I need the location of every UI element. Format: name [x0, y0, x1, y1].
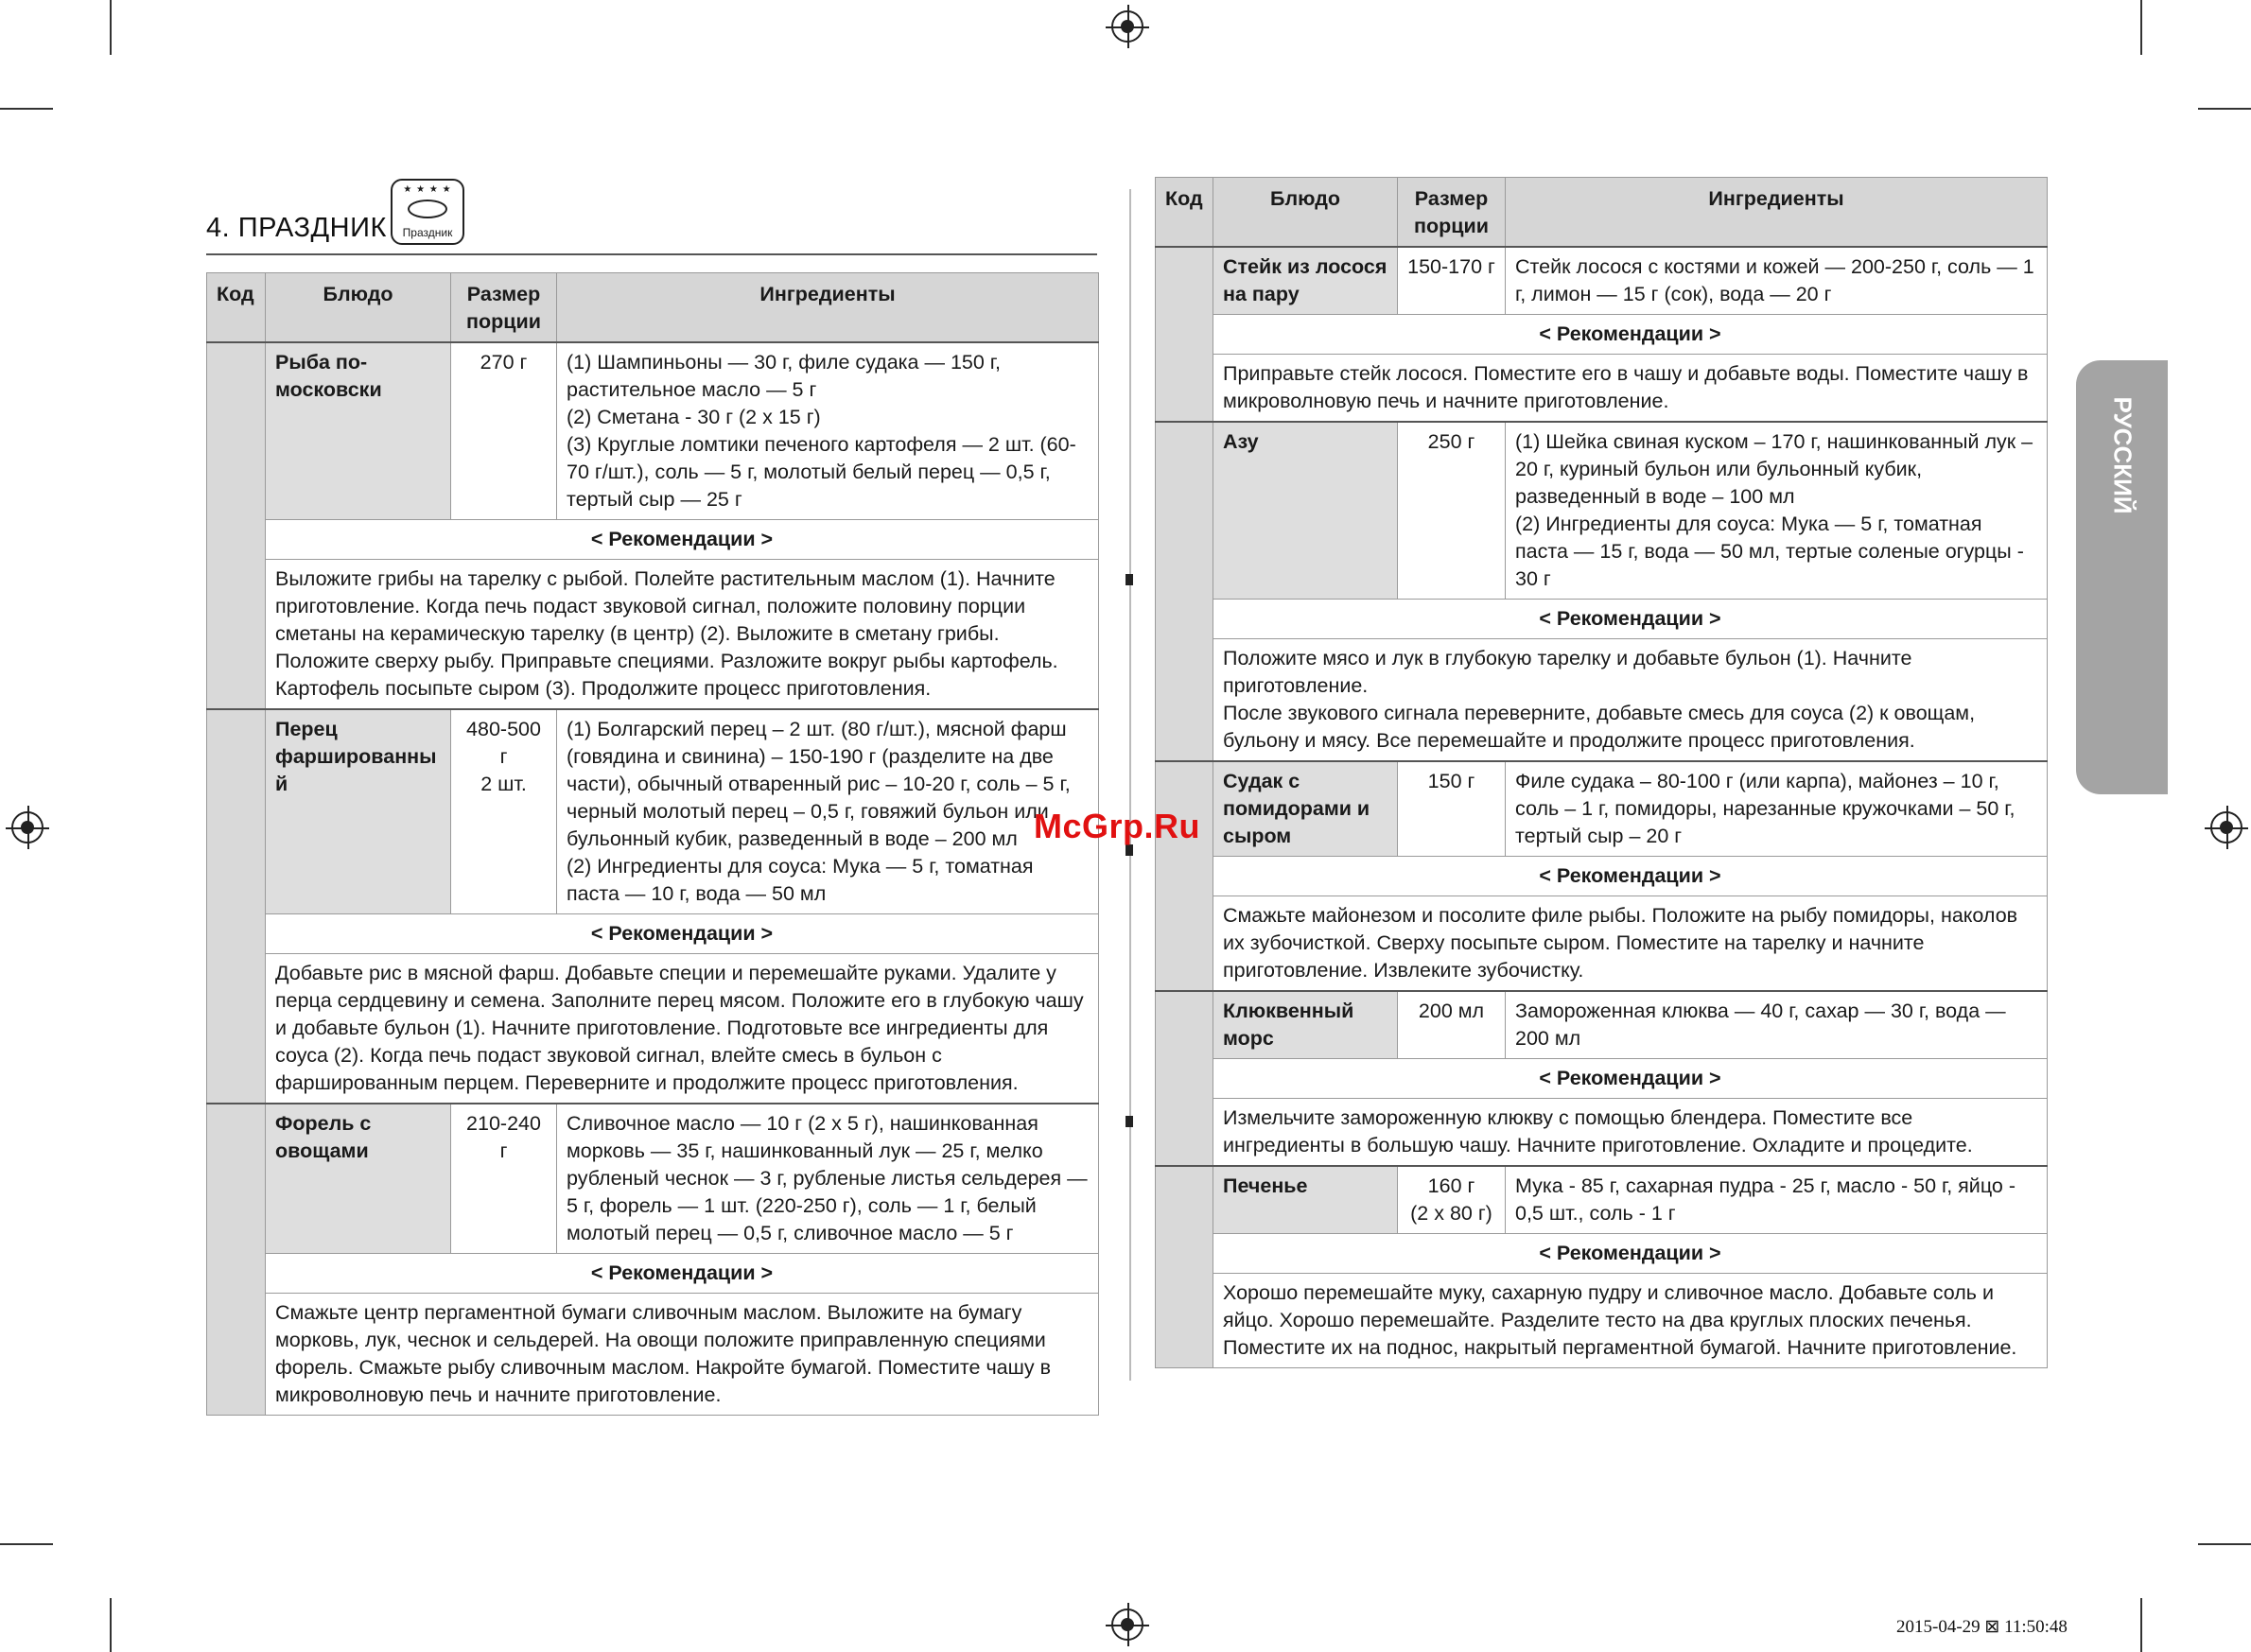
watermark: McGrp.Ru — [1034, 807, 1201, 845]
recipe-row — [1156, 247, 2048, 315]
ingredients-text: Стейк лосося с костями и кожей — 200-250 г, соль — 1 г, лимон — 15 г (сок), вода — 20 г — [1506, 247, 2048, 315]
col-dish: Блюдо — [266, 273, 451, 343]
dish-name: Рыба по-московски — [266, 342, 451, 520]
recommendation-row — [1156, 1099, 2048, 1167]
registration-mark-icon — [1111, 10, 1143, 43]
print-timestamp: 2015-04-29 ⊠ 11:50:48 — [1896, 1617, 2068, 1637]
recommendation-label: < Рекомендации > — [1213, 315, 2048, 355]
recommendation-text: Выложите грибы на тарелку с рыбой. Полейте растительным маслом (1). Начните приготовление. Когда печь подаст звуковой сигнал, положите половину порции сметаны на керамическую тарелку (в центр) (2). Выложите в сметану грибы. Положите сверху рыбу. Приправьте специями. Разложите вокруг рыбы картофель. Картофель посыпьте сыром (3). Продолжите процесс приготовления. — [266, 560, 1099, 710]
stars-glyph: ★ ★ ★ ★ — [403, 184, 452, 195]
recipe-row — [1156, 991, 2048, 1059]
ingredients-text: (1) Шампиньоны — 30 г, филе судака — 150 г, растительное масло — 5 г (2) Сметана - 30 г (2 x 15 г) (3) Круглые ломтики печеного картофеля — 2 шт. (60-70 г/шт.), соль — 5 г, молотый белый перец — 0,5 г, тертый сыр — 25 г — [557, 342, 1099, 520]
code-cell — [207, 342, 266, 709]
gutter-tick — [1126, 1116, 1133, 1127]
crop-mark — [2198, 108, 2251, 110]
portion-size: 200 мл — [1398, 991, 1506, 1059]
dish-name: Перец фаршированный — [266, 709, 451, 914]
recommendation-text: Положите мясо и лук в глубокую тарелку и добавьте бульон (1). Начните приготовление. После звукового сигнала переверните, добавьте смесь для соуса (2) к овощам, бульону и мясу. Все перемешайте и продолжите процесс приготовления. — [1213, 639, 2048, 762]
portion-size: 270 г — [451, 342, 557, 520]
crop-mark — [2140, 1598, 2142, 1652]
dish-name: Азу — [1213, 422, 1398, 600]
recommendation-label: < Рекомендации > — [266, 520, 1099, 560]
registration-mark-icon — [11, 811, 44, 843]
recommendation-text: Добавьте рис в мясной фарш. Добавьте специи и перемешайте руками. Удалите у перца сердцевину и семена. Заполните перец мясом. Положите его в глубокую чашу и добавьте бульон (1). Начните приготовление. Подготовьте все ингредиенты для соуса (2). Когда печь подаст звуковой сигнал, влейте смесь в бульон с фаршированным перцем. Переверните и продолжите процесс приготовления. — [266, 954, 1099, 1104]
recipe-row — [207, 1104, 1099, 1254]
crop-mark — [110, 0, 112, 55]
crop-mark — [0, 1543, 53, 1545]
registration-mark-icon — [1111, 1609, 1143, 1641]
recipe-row — [207, 709, 1099, 914]
ingredients-text: Филе судака – 80-100 г (или карпа), майонез – 10 г, соль – 1 г, помидоры, нарезанные кружочками – 50 г, тертый сыр – 20 г — [1506, 761, 2048, 857]
code-cell — [1156, 991, 1213, 1166]
recommendation-header-row — [207, 914, 1099, 954]
recommendation-label: < Рекомендации > — [266, 914, 1099, 954]
recommendation-row — [1156, 1274, 2048, 1368]
dish-name: Клюквенный морс — [1213, 991, 1398, 1059]
recipe-row — [1156, 422, 2048, 600]
recipe-row — [207, 342, 1099, 520]
recommendation-text: Смажьте майонезом и посолите филе рыбы. Положите на рыбу помидоры, наколов их зубочисткой. Сверху посыпьте сыром. Поместите на тарелку и начните приготовление. Извлеките зубочистку. — [1213, 896, 2048, 992]
recommendation-label: < Рекомендации > — [1213, 600, 2048, 639]
dish-name: Судак с помидорами и сыром — [1213, 761, 1398, 857]
col-size: Размер порции — [1398, 178, 1506, 248]
recommendation-label: < Рекомендации > — [1213, 1059, 2048, 1099]
recommendation-header-row — [207, 1254, 1099, 1294]
registration-mark-icon — [2210, 811, 2242, 843]
portion-size: 210-240 г — [451, 1104, 557, 1254]
portion-size: 150 г — [1398, 761, 1506, 857]
code-cell — [1156, 761, 1213, 991]
code-cell — [207, 1104, 266, 1416]
ingredients-text: (1) Болгарский перец – 2 шт. (80 г/шт.), мясной фарш (говядина и свинина) – 150-190 г (разделите на две части), обычный отваренный рис – 10-20 г, соль – 5 г, черный молотый перец – 0,5 г, говяжий бульон или бульонный кубик, разведенный в воде – 200 мл (2) Ингредиенты для соуса: Мука — 5 г, томатная паста — 10 г, вода — 50 мл — [557, 709, 1099, 914]
recommendation-row — [207, 954, 1099, 1104]
ingredients-text: (1) Шейка свиная куском – 170 г, нашинкованный лук – 20 г, куриный бульон или бульонный кубик, разведенный в воде – 100 мл (2) Ингредиенты для соуса: Мука — 5 г, томатная паста — 15 г, вода — 50 мл, тертые соленые огурцы - 30 г — [1506, 422, 2048, 600]
recommendation-row — [1156, 896, 2048, 992]
col-size: Размер порции — [451, 273, 557, 343]
col-code: Код — [207, 273, 266, 343]
plate-glyph — [408, 200, 447, 218]
holiday-mode-icon — [391, 179, 464, 245]
holiday-icon-label: Праздник — [402, 226, 453, 239]
gutter-tick — [1126, 574, 1133, 585]
recommendation-label: < Рекомендации > — [266, 1254, 1099, 1294]
portion-size: 160 г (2 x 80 г) — [1398, 1166, 1506, 1234]
portion-size: 150-170 г — [1398, 247, 1506, 315]
recommendation-header-row — [1156, 1059, 2048, 1099]
right-recipe-table — [1155, 177, 2048, 1368]
crop-mark — [110, 1598, 112, 1652]
recommendation-row — [1156, 639, 2048, 762]
recommendation-header-row — [1156, 600, 2048, 639]
recommendation-text: Хорошо перемешайте муку, сахарную пудру и сливочное масло. Добавьте соль и яйцо. Хорошо перемешайте. Разделите тесто на два круглых плоских печенья. Поместите их на поднос, накрытый пергаментной бумагой. Начните приготовление. — [1213, 1274, 2048, 1368]
title-underline — [206, 253, 1097, 255]
recommendation-text: Измельчите замороженную клюкву с помощью блендера. Поместите все ингредиенты в большую чашу. Начните приготовление. Охладите и процедите. — [1213, 1099, 2048, 1167]
col-ingredients: Ингредиенты — [1506, 178, 2048, 248]
crop-mark — [2140, 0, 2142, 55]
recipe-row — [1156, 1166, 2048, 1234]
table-header — [207, 273, 1099, 343]
recipe-row — [1156, 761, 2048, 857]
recommendation-header-row — [1156, 315, 2048, 355]
code-cell — [1156, 422, 1213, 761]
col-ingredients: Ингредиенты — [557, 273, 1099, 343]
recommendation-text: Приправьте стейк лосося. Поместите его в чашу и добавьте воды. Поместите чашу в микроволновую печь и начните приготовление. — [1213, 355, 2048, 423]
section-title: 4. ПРАЗДНИК — [206, 213, 387, 243]
recommendation-label: < Рекомендации > — [1213, 1234, 2048, 1274]
dish-name: Печенье — [1213, 1166, 1398, 1234]
code-cell — [1156, 1166, 1213, 1368]
recommendation-label: < Рекомендации > — [1213, 857, 2048, 896]
crop-mark — [2198, 1543, 2251, 1545]
recommendation-header-row — [207, 520, 1099, 560]
recommendation-row — [1156, 355, 2048, 423]
ingredients-text: Сливочное масло — 10 г (2 x 5 г), нашинкованная морковь — 35 г, нашинкованный лук — 25 г, мелко рубленый чеснок — 3 г, рубленые листья сельдерея — 5 г, форель — 1 шт. (220-250 г), соль — 1 г, белый молотый перец — 0,5 г, сливочное масло — 5 г — [557, 1104, 1099, 1254]
ingredients-text: Мука - 85 г, сахарная пудра - 25 г, масло - 50 г, яйцо - 0,5 шт., соль - 1 г — [1506, 1166, 2048, 1234]
recommendation-text: Смажьте центр пергаментной бумаги сливочным маслом. Выложите на бумагу морковь, лук, чеснок и сельдерей. На овощи положите приправленную специями форель. Смажьте рыбу сливочным маслом. Накройте бумагой. Поместите чашу в микроволновую печь и начните приготовление. — [266, 1294, 1099, 1416]
recommendation-row — [207, 1294, 1099, 1416]
col-dish: Блюдо — [1213, 178, 1398, 248]
recommendation-row — [207, 560, 1099, 710]
ingredients-text: Замороженная клюква — 40 г, сахар — 30 г, вода — 200 мл — [1506, 991, 2048, 1059]
language-tab — [2076, 360, 2168, 794]
left-recipe-table — [206, 272, 1099, 1416]
recommendation-header-row — [1156, 1234, 2048, 1274]
language-tab-label: РУССКИЙ — [2108, 396, 2137, 514]
dish-name: Форель с овощами — [266, 1104, 451, 1254]
code-cell — [207, 709, 266, 1104]
code-cell — [1156, 247, 1213, 422]
col-code: Код — [1156, 178, 1213, 248]
crop-mark — [0, 108, 53, 110]
dish-name: Стейк из лосося на пару — [1213, 247, 1398, 315]
portion-size: 250 г — [1398, 422, 1506, 600]
recommendation-header-row — [1156, 857, 2048, 896]
portion-size: 480-500 г 2 шт. — [451, 709, 557, 914]
table-header — [1156, 178, 2048, 248]
gutter-line — [1129, 189, 1131, 1381]
